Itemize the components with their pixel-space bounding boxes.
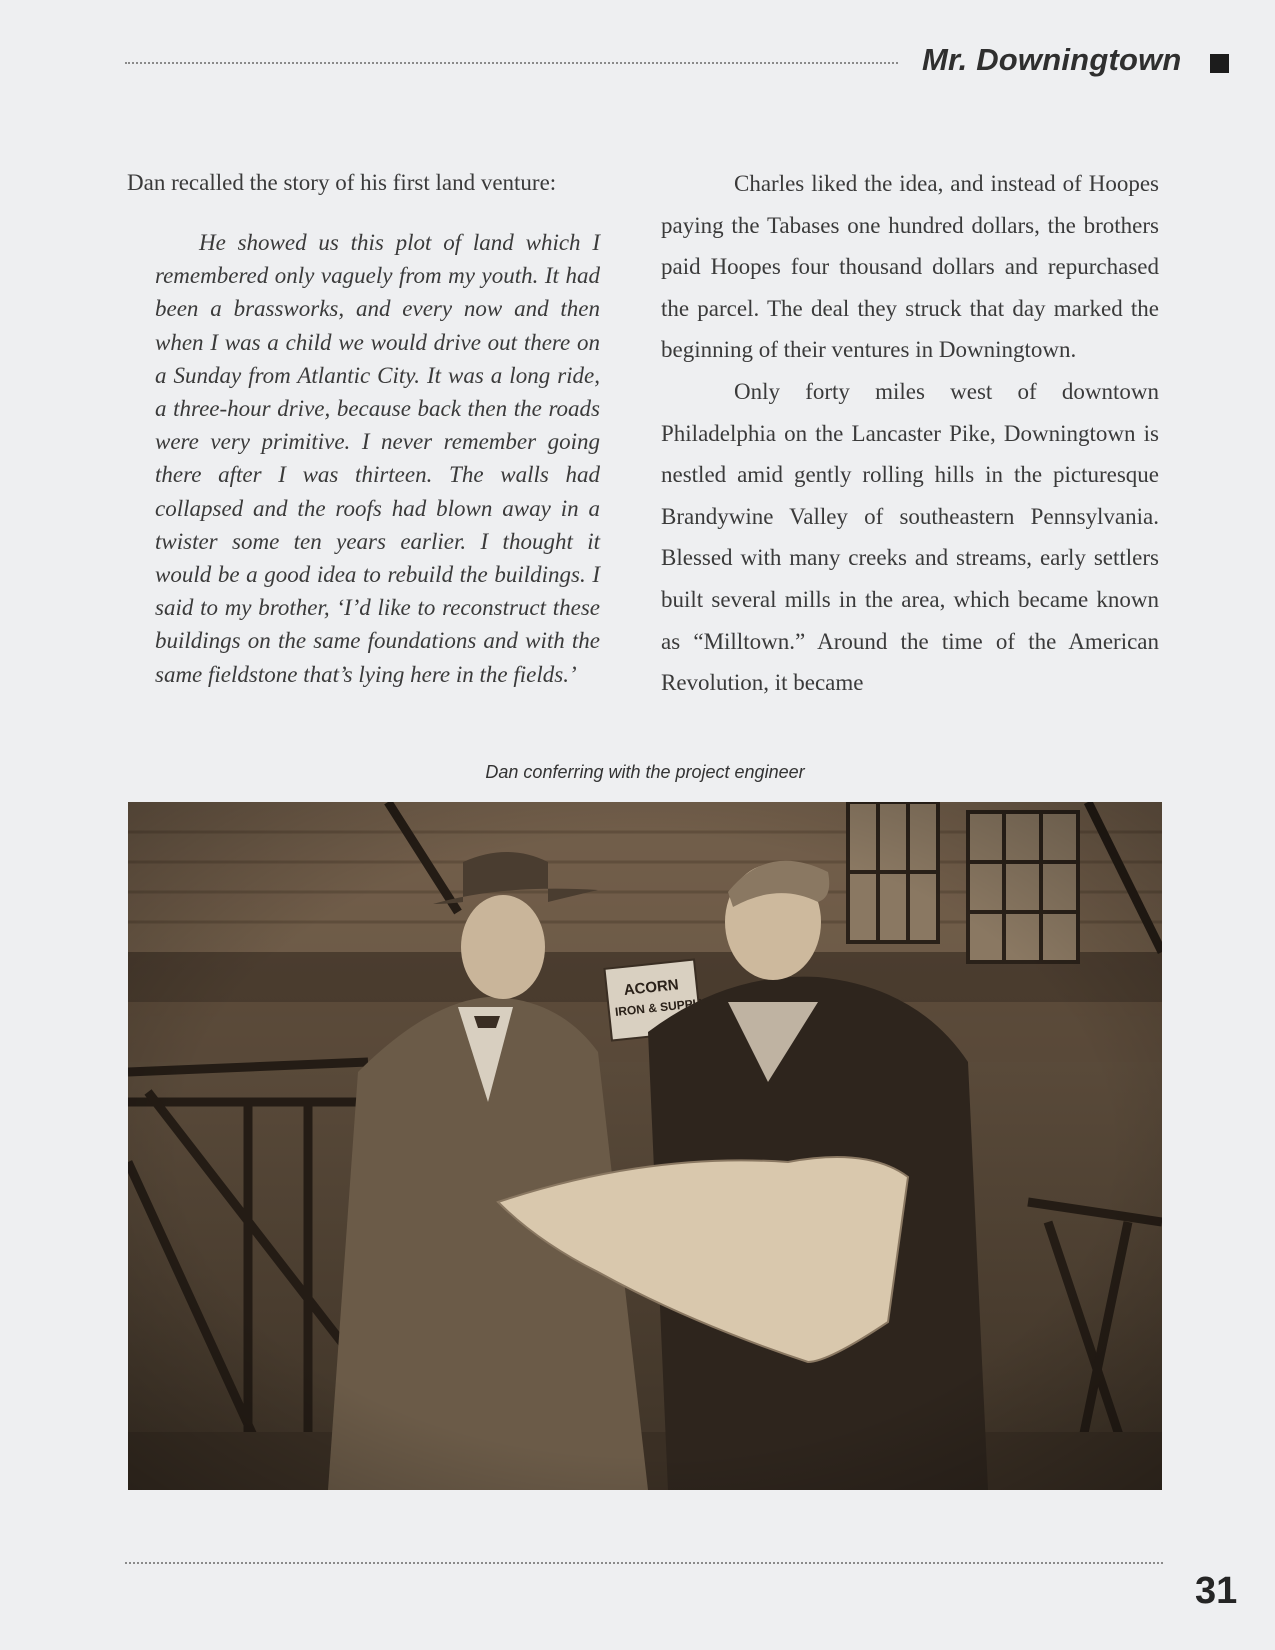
right-column bbox=[661, 163, 1159, 704]
lead-paragraph: Dan recalled the story of his first land venture: bbox=[127, 170, 557, 195]
left-column bbox=[127, 168, 602, 691]
body-paragraph-1: Charles liked the idea, and instead of Hoopes paying the Tabases one hundred dollars, the brothers paid Hoopes four thousand dollars and repurchased the parcel. The deal they struck that day marked the beginning of their ventures in Downingtown. bbox=[661, 171, 1159, 363]
body-paragraph-2: Only forty miles west of downtown Philadelphia on the Lancaster Pike, Downingtown is nestled amid gently rolling hills in the picturesque Brandywine Valley of southeastern Pennsylvania. Blessed with many creeks and streams, early settlers built several mills in the area, which became known as “Milltown.” Around the time of the American Revolution, it became bbox=[661, 378, 1159, 696]
page-number: 31 bbox=[1195, 1570, 1238, 1612]
header-square-marker bbox=[1210, 54, 1229, 73]
footer-rule bbox=[125, 1562, 1163, 1564]
photo-vignette bbox=[128, 802, 1162, 1490]
photo-caption: Dan conferring with the project engineer bbox=[485, 762, 805, 782]
photo-illustration bbox=[128, 802, 1162, 1490]
running-header-title: Mr. Downingtown bbox=[922, 42, 1182, 77]
header-rule bbox=[125, 62, 898, 64]
historical-photo bbox=[128, 802, 1162, 1490]
block-quote: He showed us this plot of land which I remembered only vaguely from my youth. It had been a brassworks, and every now and then when I was a child we would drive out there on a Sunday from Atlantic City. It was a long ride, a three-hour drive, because back then the roads were very primitive. I never remember going there after I was thirteen. The walls had collapsed and the roofs had blown away in a twister some ten years earlier. I thought it would be a good idea to rebuild the buildings. I said to my brother, ‘I’d like to reconstruct these buildings on the same foundations and with the same fieldstone that’s lying here in the fields.’ bbox=[155, 230, 600, 687]
